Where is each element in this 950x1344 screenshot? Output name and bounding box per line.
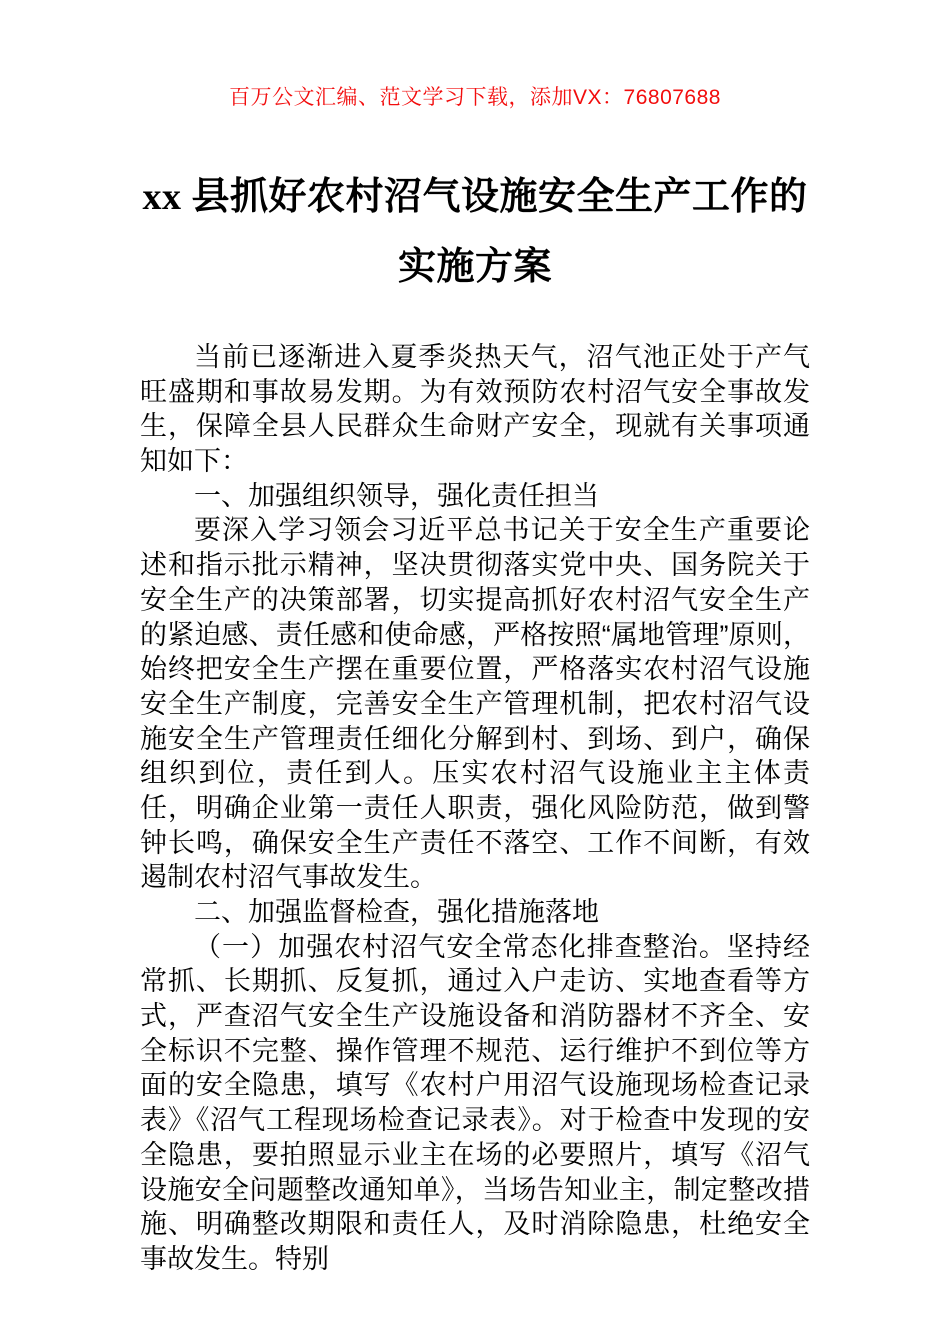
document-title: xx 县抓好农村沼气设施安全生产工作的实施方案 bbox=[142, 176, 808, 288]
section-heading: 二、加强监督检查，强化措施落地 bbox=[194, 897, 599, 927]
body-paragraph: （一）加强农村沼气安全常态化排查整治。坚持经常抓、长期抓、反复抓，通过入户走访、实地查看等方式，严查沼气安全生产设施设备和消防器材不齐全、安全标识不完整、操作管理不规范、运行维护不到位等方面的安全隐患，填写《农村户用沼气设施现场检查记录表》《沼气工程现场检查记录表》。对于检查中发现的安全隐患，要拍照显示业主在场的必要照片，填写《沼气设施安全问题整改通知单》，当场告知业主，制定整改措施、明确整改期限和责任人，及时消除隐患，杜绝安全事故发生。特别 bbox=[140, 931, 810, 1274]
section-heading: 一、加强组织领导，强化责任担当 bbox=[194, 480, 599, 511]
body-paragraph: 要深入学习领会习近平总书记关于安全生产重要论述和指示批示精神，坚决贯彻落实党中央、国务院关于安全生产的决策部署，切实提高抓好农村沼气安全生产的紧迫感、责任感和使命感，严格按照“属地管理”原则，始终把安全生产摆在重要位置，严格落实农村沼气设施安全生产制度，完善安全生产管理机制，把农村沼气设施安全生产管理责任细化分解到村、到场、到户，确保组织到位，责任到人。压实农村沼气设施业主主体责任，明确企业第一责任人职责，强化风险防范，做到警钟长鸣，确保安全生产责任不落空、工作不间断，有效遏制农村沼气事故发生。 bbox=[140, 515, 810, 893]
document-body bbox=[140, 340, 810, 1277]
watermark-header-note: 百万公文汇编、范文学习下载，添加VX：76807688 bbox=[229, 86, 721, 109]
body-paragraph: 当前已逐渐进入夏季炎热天气，沼气池正处于产气旺盛期和事故易发期。为有效预防农村沼气安全事故发生，保障全县人民群众生命财产安全，现就有关事项通知如下： bbox=[140, 342, 810, 477]
